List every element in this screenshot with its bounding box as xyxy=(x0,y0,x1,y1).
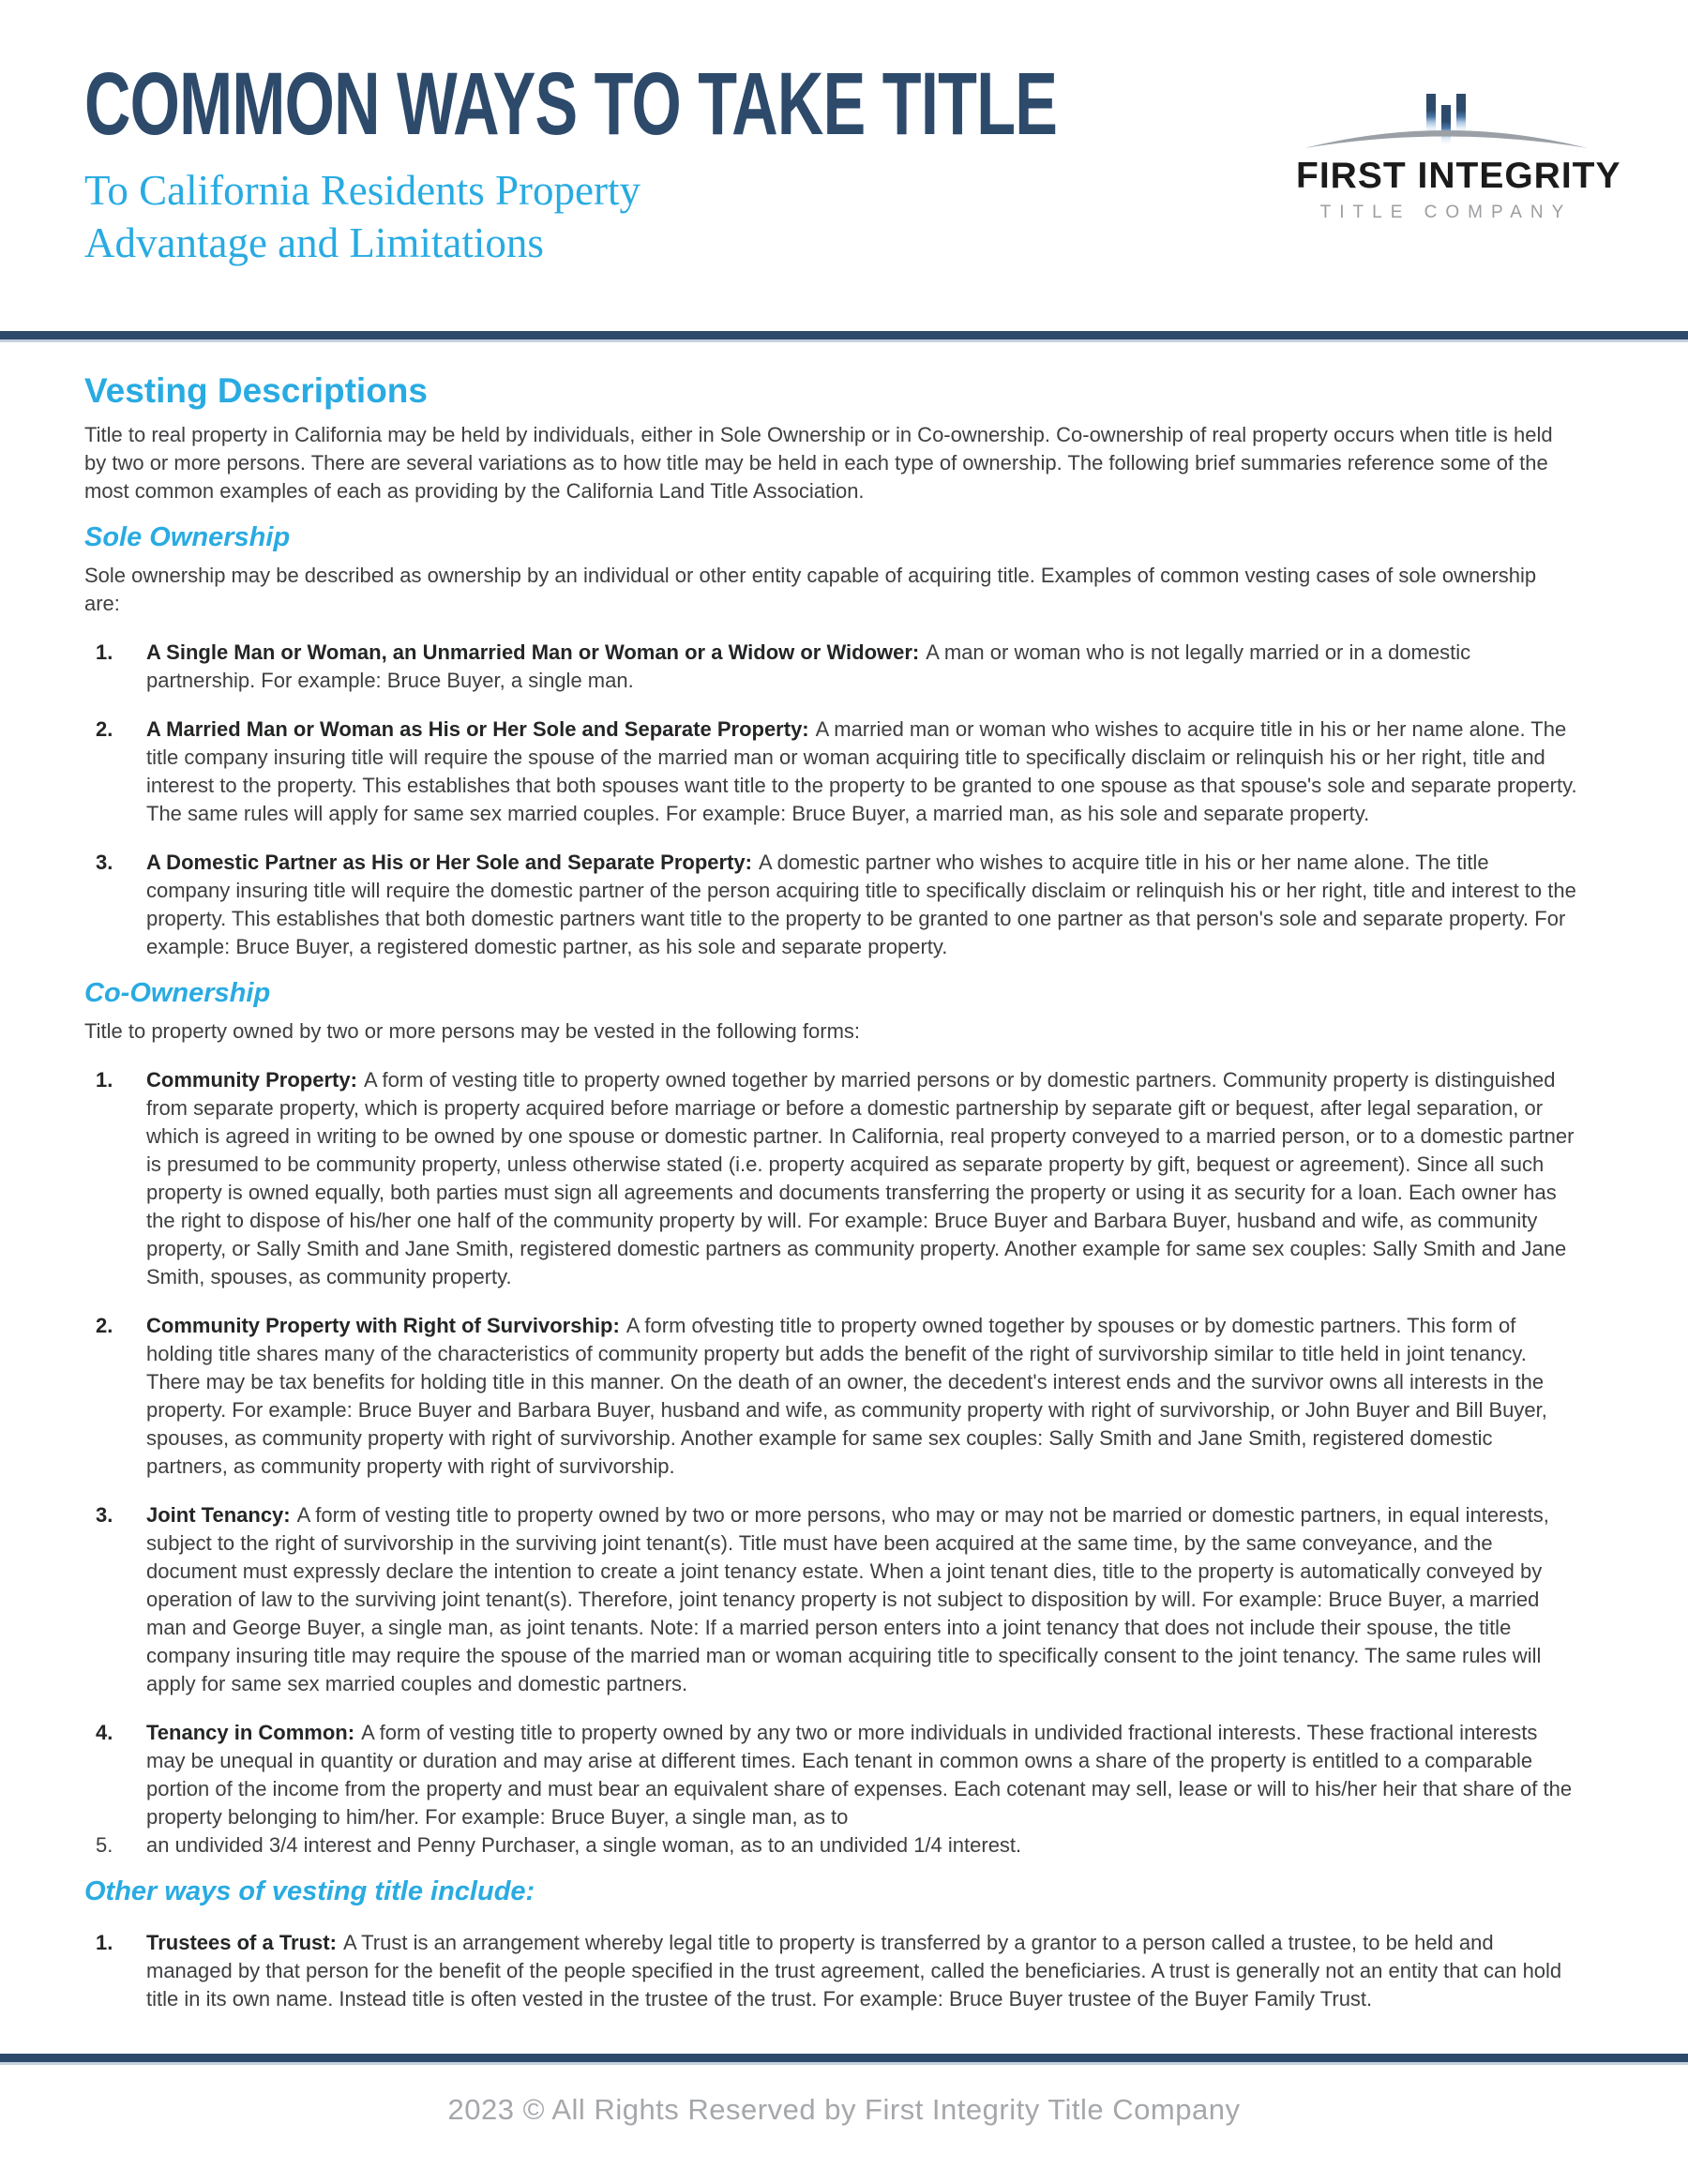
list-item-text xyxy=(146,1929,1577,2013)
page-title: COMMON WAYS TO TAKE TITLE xyxy=(84,54,1058,154)
list-item-lead: A Married Man or Woman as His or Her Sole and Separate Property: xyxy=(146,717,809,741)
list-item-lead: Joint Tenancy: xyxy=(146,1503,291,1527)
list-item-body: A form of vesting title to property owned by two or more persons, who may or may not be married or domestic partners, in equal interests, subject to the right of survivorship in the surviving joint tenant(s). Title must have been acquired at the same time, by the same conveyance, and the document must expressly declare the intention to create a joint tenancy estate. When a joint tenant dies, title to the property is automatically conveyed by operation of law to the surviving joint tenant(s). Therefore, joint tenancy property is not subject to disposition by will. For example: Bruce Buyer, a married man and George Buyer, a single man, as joint tenants. Note: If a married person enters into a joint tenancy that does not include their spouse, the title company insuring title may require the spouse of the married man or woman acquiring title to specifically consent to the joint tenancy. The same rules will apply for same sex married couples and domestic partners. xyxy=(146,1503,1549,1695)
list-item xyxy=(84,1501,1577,1698)
list-item-number: 3. xyxy=(96,851,113,874)
list-item-number: 1. xyxy=(96,640,113,664)
list-item xyxy=(84,1312,1577,1481)
list-item-text xyxy=(146,639,1577,695)
list-item-lead: Community Property with Right of Survivorship: xyxy=(146,1314,620,1337)
list-item xyxy=(84,1929,1577,2013)
copyright-text: 2023 © All Rights Reserved by First Integrity Title Company xyxy=(447,2093,1241,2126)
section-heading-vesting-descriptions: Vesting Descriptions xyxy=(84,371,428,410)
vesting-intro-paragraph: Title to real property in California may be held by individuals, either in Sole Ownership or in Co-ownership. Co-ownership of real property occurs when title is held by two or more persons. There are several variations as to how title may be held in each type of ownership. The following brief summaries reference some of the most common examples of each as providing by the California Land Title Association. xyxy=(84,423,1553,503)
list-item-body: A form ofvesting title to property owned together by spouses or by domestic partners. This form of holding title shares many of the characteristics of community property but adds the benefit of the right of survivorship similar to title held in joint tenancy. There may be tax benefits for holding title in this manner. On the death of an owner, the decedent's interest ends and the survivor owns all interests in the property. For example: Bruce Buyer and Barbara Buyer, husband and wife, as community property with right of survivorship, or John Buyer and Bill Buyer, spouses, as community property with right of survivorship. Another example for same sex couples: Sally Smith and Jane Smith, registered domestic partners, as community property with right of survivorship. xyxy=(146,1314,1547,1478)
list-item xyxy=(84,639,1577,695)
list-item xyxy=(84,849,1577,961)
document-body xyxy=(0,342,1688,2013)
document-header xyxy=(0,0,1688,331)
list-item-number: 2. xyxy=(96,717,113,741)
list-item-body: A form of vesting title to property owned together by married persons or by domestic partners. Community property is distinguished from separate property, which is property acquired before marriage or before a domestic partnership by separate gift or bequest, after legal separation, or which is agreed in writing to be owned by one spouse or domestic partner. In California, real property conveyed to a married person, or to a domestic partner is presumed to be community property, unless otherwise stated (i.e. property acquired as separate property by gift, bequest or agreement). Since all such property is owned equally, both parties must sign all agreements and documents transferring the property or using it as security for a loan. Each owner has the right to dispose of his/her one half of the community property by will. For example: Bruce Buyer and Barbara Buyer, husband and wife, as community property, or Sally Smith and Jane Smith, registered domestic partners as community property. Another example for same sex couples: Sally Smith and Jane Smith, spouses, as community property. xyxy=(146,1068,1575,1288)
sole-ownership-list xyxy=(84,639,1577,961)
list-item-lead: Tenancy in Common: xyxy=(146,1721,355,1744)
footer-divider xyxy=(0,2054,1688,2065)
page-subtitle-line1: To California Residents Property xyxy=(84,167,641,214)
page-subtitle-line2: Advantage and Limitations xyxy=(84,219,544,266)
list-item-text xyxy=(146,1719,1577,1831)
list-item-number: 3. xyxy=(96,1503,113,1527)
list-item-text xyxy=(146,1066,1577,1291)
list-item-body: A man or woman who is not legally married or in a domestic partnership. For example: Bruce Buyer, a single man. xyxy=(146,640,1471,692)
list-item-body: A Trust is an arrangement whereby legal title to property is transferred by a grantor to a person called a trustee, to be held and managed by that person for the benefit of the people specified in the trust agreement, called the beneficiaries. A trust is generally not an entity that can hold title in its own name. Instead title is often vested in the trustee of the trust. For example: Bruce Buyer trustee of the Buyer Family Trust. xyxy=(146,1931,1562,2011)
list-item-body: an undivided 3/4 interest and Penny Purchaser, a single woman, as to an undivided 1/4 interest. xyxy=(146,1833,1022,1857)
list-item-body: A domestic partner who wishes to acquire title in his or her name alone. The title company insuring title will require the domestic partner of the person acquiring title to specifically disclaim or relinquish his or her right, title and interest to the property. This establishes that both domestic partners want title to the property to be granted to one partner as that person's sole and separate property. For example: Bruce Buyer, a registered domestic partner, as his sole and separate property. xyxy=(146,851,1576,958)
list-item xyxy=(84,1831,1577,1860)
other-ways-list xyxy=(84,1929,1577,2013)
list-item-lead: A Domestic Partner as His or Her Sole and Separate Property: xyxy=(146,851,752,874)
list-item-lead: A Single Man or Woman, an Unmarried Man or Woman or a Widow or Widower: xyxy=(146,640,920,664)
list-item-body: A married man or woman who wishes to acquire title in his or her name alone. The title company insuring title will require the spouse of the married man or woman acquiring title to specifically disclaim or relinquish his or her right, title and interest to the property. This establishes that both spouses want title to the property to be granted to one spouse as that spouse's sole and separate property. The same rules will apply for same sex married couples. For example: Bruce Buyer, a married man, as his sole and separate property. xyxy=(146,717,1577,825)
list-item-text xyxy=(146,715,1577,828)
co-ownership-intro: Title to property owned by two or more persons may be vested in the following forms: xyxy=(84,1019,861,1043)
list-item-text xyxy=(146,1312,1577,1481)
subsection-heading-co-ownership: Co-Ownership xyxy=(84,978,271,1008)
subsection-heading-sole-ownership: Sole Ownership xyxy=(84,522,291,552)
list-item-number: 5. xyxy=(96,1833,113,1857)
list-item-text xyxy=(146,1501,1577,1698)
list-item-text xyxy=(146,849,1577,961)
list-item-number: 1. xyxy=(96,1931,113,1954)
header-divider xyxy=(0,331,1688,342)
sole-ownership-intro: Sole ownership may be described as ownership by an individual or other entity capable of acquiring title. Examples of common vesting cases of sole ownership are: xyxy=(84,564,1537,615)
list-item xyxy=(84,1719,1577,1831)
list-item-number: 1. xyxy=(96,1068,113,1092)
list-item xyxy=(84,1066,1577,1291)
logo-name: FIRST INTEGRITY xyxy=(1296,156,1621,196)
list-item-lead: Trustees of a Trust: xyxy=(146,1931,337,1954)
list-item-text xyxy=(146,1831,1577,1860)
logo-tagline: TITLE COMPANY xyxy=(1319,203,1573,222)
list-item xyxy=(84,715,1577,828)
list-item-number: 2. xyxy=(96,1314,113,1337)
co-ownership-list xyxy=(84,1066,1577,1860)
list-item-lead: Community Property: xyxy=(146,1068,357,1092)
company-logo xyxy=(1296,94,1621,223)
list-item-body: A form of vesting title to property owned by any two or more individuals in undivided fractional interests. These fractional interests may be unequal in quantity or duration and may arise at different times. Each tenant in common owns a share of the property is entitled to a comparable portion of the income from the property and must bear an equivalent share of expenses. Each cotenant may sell, lease or will to his/her heir that share of the property belonging to him/her. For example: Bruce Buyer, a single man, as to xyxy=(146,1721,1573,1829)
list-item-number: 4. xyxy=(96,1721,113,1744)
subsection-heading-other-ways: Other ways of vesting title include: xyxy=(84,1876,535,1906)
